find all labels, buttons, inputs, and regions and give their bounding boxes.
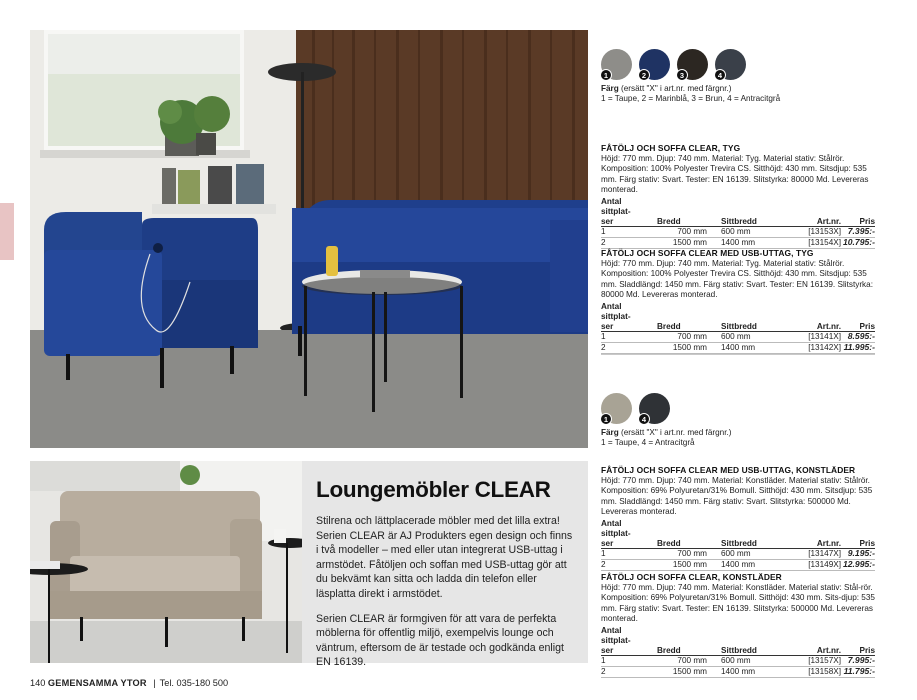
cell-art: [13141X]	[787, 332, 841, 343]
cell-seat-width: 600 mm	[715, 332, 787, 343]
header-price: Pris	[859, 216, 875, 226]
header-seats: Antal sittplat- ser	[601, 197, 631, 226]
cell-art: [13142X]	[787, 343, 841, 354]
phone-number: Tel. 035-180 500	[159, 678, 229, 688]
section-divider	[601, 354, 875, 355]
color-label-bold: Färg	[601, 428, 619, 437]
spec-header-row	[601, 519, 875, 549]
product-description: Höjd: 770 mm. Djup: 740 mm. Material: Konstläder. Material stativ: Stålrör. Komposition: 69% Polyuretan/31% Bomull. Sitthöjd: 430 mm. Sitsdjup: 535 mm. Sladdlängd: 1450 mm. Färg stativ: Svart. Slitstyrka: 500000 Md. Levereras monterad.	[601, 476, 873, 516]
cell-width: 1500 mm	[653, 343, 715, 354]
swatch-number: 1	[600, 413, 612, 425]
cell-price: 9.195:-	[841, 549, 875, 560]
color-swatch-taupe[interactable]	[601, 393, 632, 424]
header-price: Pris	[859, 538, 875, 548]
table-row	[601, 238, 875, 249]
cell-art: [13157X]	[787, 656, 841, 667]
spec-header-row	[601, 302, 875, 332]
color-label	[601, 84, 875, 94]
header-width: Bredd	[657, 321, 681, 331]
promo-heading: Loungemöbler CLEAR	[316, 477, 551, 502]
promo-paragraph-2: Serien CLEAR är formgiven för att vara de perfekta möblerna för offentlig miljö, exempelvis lounge och väntrum, eftersom de är testade och godkända enligt EN 16139.	[316, 612, 564, 669]
product-clear-usb-fabric	[601, 248, 875, 354]
spec-header-row	[601, 626, 875, 656]
cell-seat-width: 1400 mm	[715, 667, 787, 678]
cell-seats: 1	[601, 332, 653, 343]
color-label	[601, 428, 875, 438]
cell-width: 700 mm	[653, 549, 715, 560]
cell-price: 10.795:-	[842, 237, 875, 248]
product-title: FÅTÖLJ OCH SOFFA CLEAR MED USB-UTTAG, TYG	[601, 248, 814, 258]
page-footer	[30, 678, 228, 688]
spec-table	[601, 197, 875, 249]
swatch-number: 4	[714, 69, 726, 81]
cell-seats: 1	[601, 549, 653, 560]
lounge-room-photo	[30, 30, 588, 448]
color-options-fabric	[601, 49, 875, 104]
color-swatch-navy[interactable]	[639, 49, 670, 80]
cell-art: [13147X]	[787, 549, 841, 560]
table-row	[601, 667, 875, 678]
section-tab-marker	[0, 203, 14, 260]
product-description: Höjd: 770 mm. Djup: 740 mm. Material: Konstläder. Material stativ: Stål-rör. Komposition: 69% Polyuretan/31% Bomull. Sitthöjd: 430 mm. Sits-djup: 535 mm. Färg stativ: Svart. Tester: EN 16139. Slitstyrka: 500000 Md. Levereras monterad.	[601, 583, 875, 623]
header-art: Art.nr.	[816, 321, 841, 331]
header-seats: Antal sittplat- ser	[601, 519, 631, 548]
color-legend: 1 = Taupe, 4 = Antracitgrå	[601, 438, 695, 448]
color-options-leather	[601, 393, 875, 448]
product-clear-usb-leather	[601, 465, 875, 571]
header-seat-width: Sittbredd	[721, 538, 757, 548]
spec-table	[601, 302, 875, 354]
table-row	[601, 549, 875, 560]
header-seat-width: Sittbredd	[721, 216, 757, 226]
cell-art: [13149X]	[787, 560, 841, 571]
beige-sofa-illustration	[30, 461, 302, 663]
cell-width: 700 mm	[653, 656, 715, 667]
product-description: Höjd: 770 mm. Djup: 740 mm. Material: Tyg. Material stativ: Stålrör. Komposition: 100% Polyester Trevira CS. Sitthöjd: 430 mm. Sitsdjup: 535 mm. Sladdlängd: 1450 mm. Färg stativ: Svart. Tester: EN 16139. Slitstyrka: 80000 Md. Levereras monterad.	[601, 259, 873, 299]
cell-price: 12.995:-	[842, 559, 875, 570]
cell-width: 1500 mm	[653, 560, 715, 571]
spec-header-row	[601, 197, 875, 227]
color-swatch-brown[interactable]	[677, 49, 708, 80]
product-clear-leather	[601, 572, 875, 678]
product-title: FÅTÖLJ OCH SOFFA CLEAR, TYG	[601, 143, 741, 153]
color-label-bold: Färg	[601, 84, 619, 93]
color-swatch-taupe[interactable]	[601, 49, 632, 80]
header-width: Bredd	[657, 538, 681, 548]
header-seat-width: Sittbredd	[721, 645, 757, 655]
color-swatch-anthracite[interactable]	[715, 49, 746, 80]
header-price: Pris	[859, 645, 875, 655]
cell-seat-width: 1400 mm	[715, 343, 787, 354]
color-label-note: (ersätt "X" i art.nr. med färgnr.)	[618, 428, 732, 437]
color-legend: 1 = Taupe, 2 = Marinblå, 3 = Brun, 4 = Antracitgrå	[601, 94, 781, 104]
section-name: GEMENSAMMA YTOR	[47, 678, 147, 688]
header-art: Art.nr.	[816, 216, 841, 226]
table-row	[601, 560, 875, 571]
table-row	[601, 656, 875, 667]
table-row	[601, 227, 875, 238]
header-seats: Antal sittplat- ser	[601, 626, 631, 655]
cell-price: 11.995:-	[841, 343, 875, 354]
swatch-row	[601, 49, 875, 80]
spec-table	[601, 519, 875, 571]
swatch-number: 4	[638, 413, 650, 425]
swatch-row	[601, 393, 875, 424]
beige-sofa-photo	[30, 461, 302, 663]
cell-seats: 2	[601, 667, 653, 678]
color-swatch-anthracite[interactable]	[639, 393, 670, 424]
promo-paragraph-1: Stilrena och lättplacerade möbler med det lilla extra! Serien CLEAR är AJ Produkters egen design och finns i två modeller – med eller utan integrerat USB-uttag i armstödet. Fåtöljen och soffan med USB-uttag gör att du bekvämt kan sitta och ladda din telefon eller läsplatta direkt i armstödet.	[316, 515, 573, 600]
cell-seats: 2	[601, 238, 653, 249]
product-title: FÅTÖLJ OCH SOFFA CLEAR MED USB-UTTAG, KONSTLÄDER	[601, 465, 856, 475]
header-price: Pris	[859, 321, 875, 331]
cell-price: 7.395:-	[841, 227, 875, 238]
cell-price: 7.995:-	[841, 656, 875, 667]
footer-separator: |	[153, 678, 156, 688]
color-label-note: (ersätt "X" i art.nr. med färgnr.)	[618, 84, 732, 93]
cell-seats: 2	[601, 560, 653, 571]
header-seats: Antal sittplat- ser	[601, 302, 631, 331]
cell-seat-width: 600 mm	[715, 656, 787, 667]
cell-width: 1500 mm	[653, 667, 715, 678]
cell-art: [13154X]	[787, 238, 841, 249]
cell-price: 11.795:-	[841, 667, 875, 678]
product-clear-fabric	[601, 143, 875, 249]
cell-width: 700 mm	[653, 332, 715, 343]
lounge-room-illustration	[30, 30, 588, 448]
swatch-number: 2	[638, 69, 650, 81]
cell-seats: 2	[601, 343, 653, 354]
table-row	[601, 343, 875, 354]
cell-seat-width: 600 mm	[715, 549, 787, 560]
header-art: Art.nr.	[816, 645, 841, 655]
cell-seat-width: 1400 mm	[715, 560, 787, 571]
page-number: 140	[30, 678, 46, 688]
table-row	[601, 332, 875, 343]
cell-art: [13158X]	[787, 667, 841, 678]
swatch-number: 3	[676, 69, 688, 81]
header-width: Bredd	[657, 645, 681, 655]
cell-seat-width: 600 mm	[715, 227, 787, 238]
product-title: FÅTÖLJ OCH SOFFA CLEAR, KONSTLÄDER	[601, 572, 782, 582]
cell-width: 700 mm	[653, 227, 715, 238]
promo-text-box	[302, 461, 588, 669]
spec-table	[601, 626, 875, 678]
cell-seats: 1	[601, 227, 653, 238]
cell-width: 1500 mm	[653, 238, 715, 249]
swatch-number: 1	[600, 69, 612, 81]
header-width: Bredd	[657, 216, 681, 226]
header-seat-width: Sittbredd	[721, 321, 757, 331]
cell-art: [13153X]	[787, 227, 841, 238]
header-art: Art.nr.	[816, 538, 841, 548]
cell-price: 8.595:-	[841, 332, 875, 343]
cell-seat-width: 1400 mm	[715, 238, 787, 249]
cell-seats: 1	[601, 656, 653, 667]
product-description: Höjd: 770 mm. Djup: 740 mm. Material: Tyg. Material stativ: Stålrör. Komposition: 100% Polyester Trevira CS. Sitthöjd: 430 mm. Sitsdjup: 535 mm. Färg stativ: Svart. Tester: EN 16139. Slitstyrka: 80000 Md. Levereras monterad.	[601, 154, 869, 194]
